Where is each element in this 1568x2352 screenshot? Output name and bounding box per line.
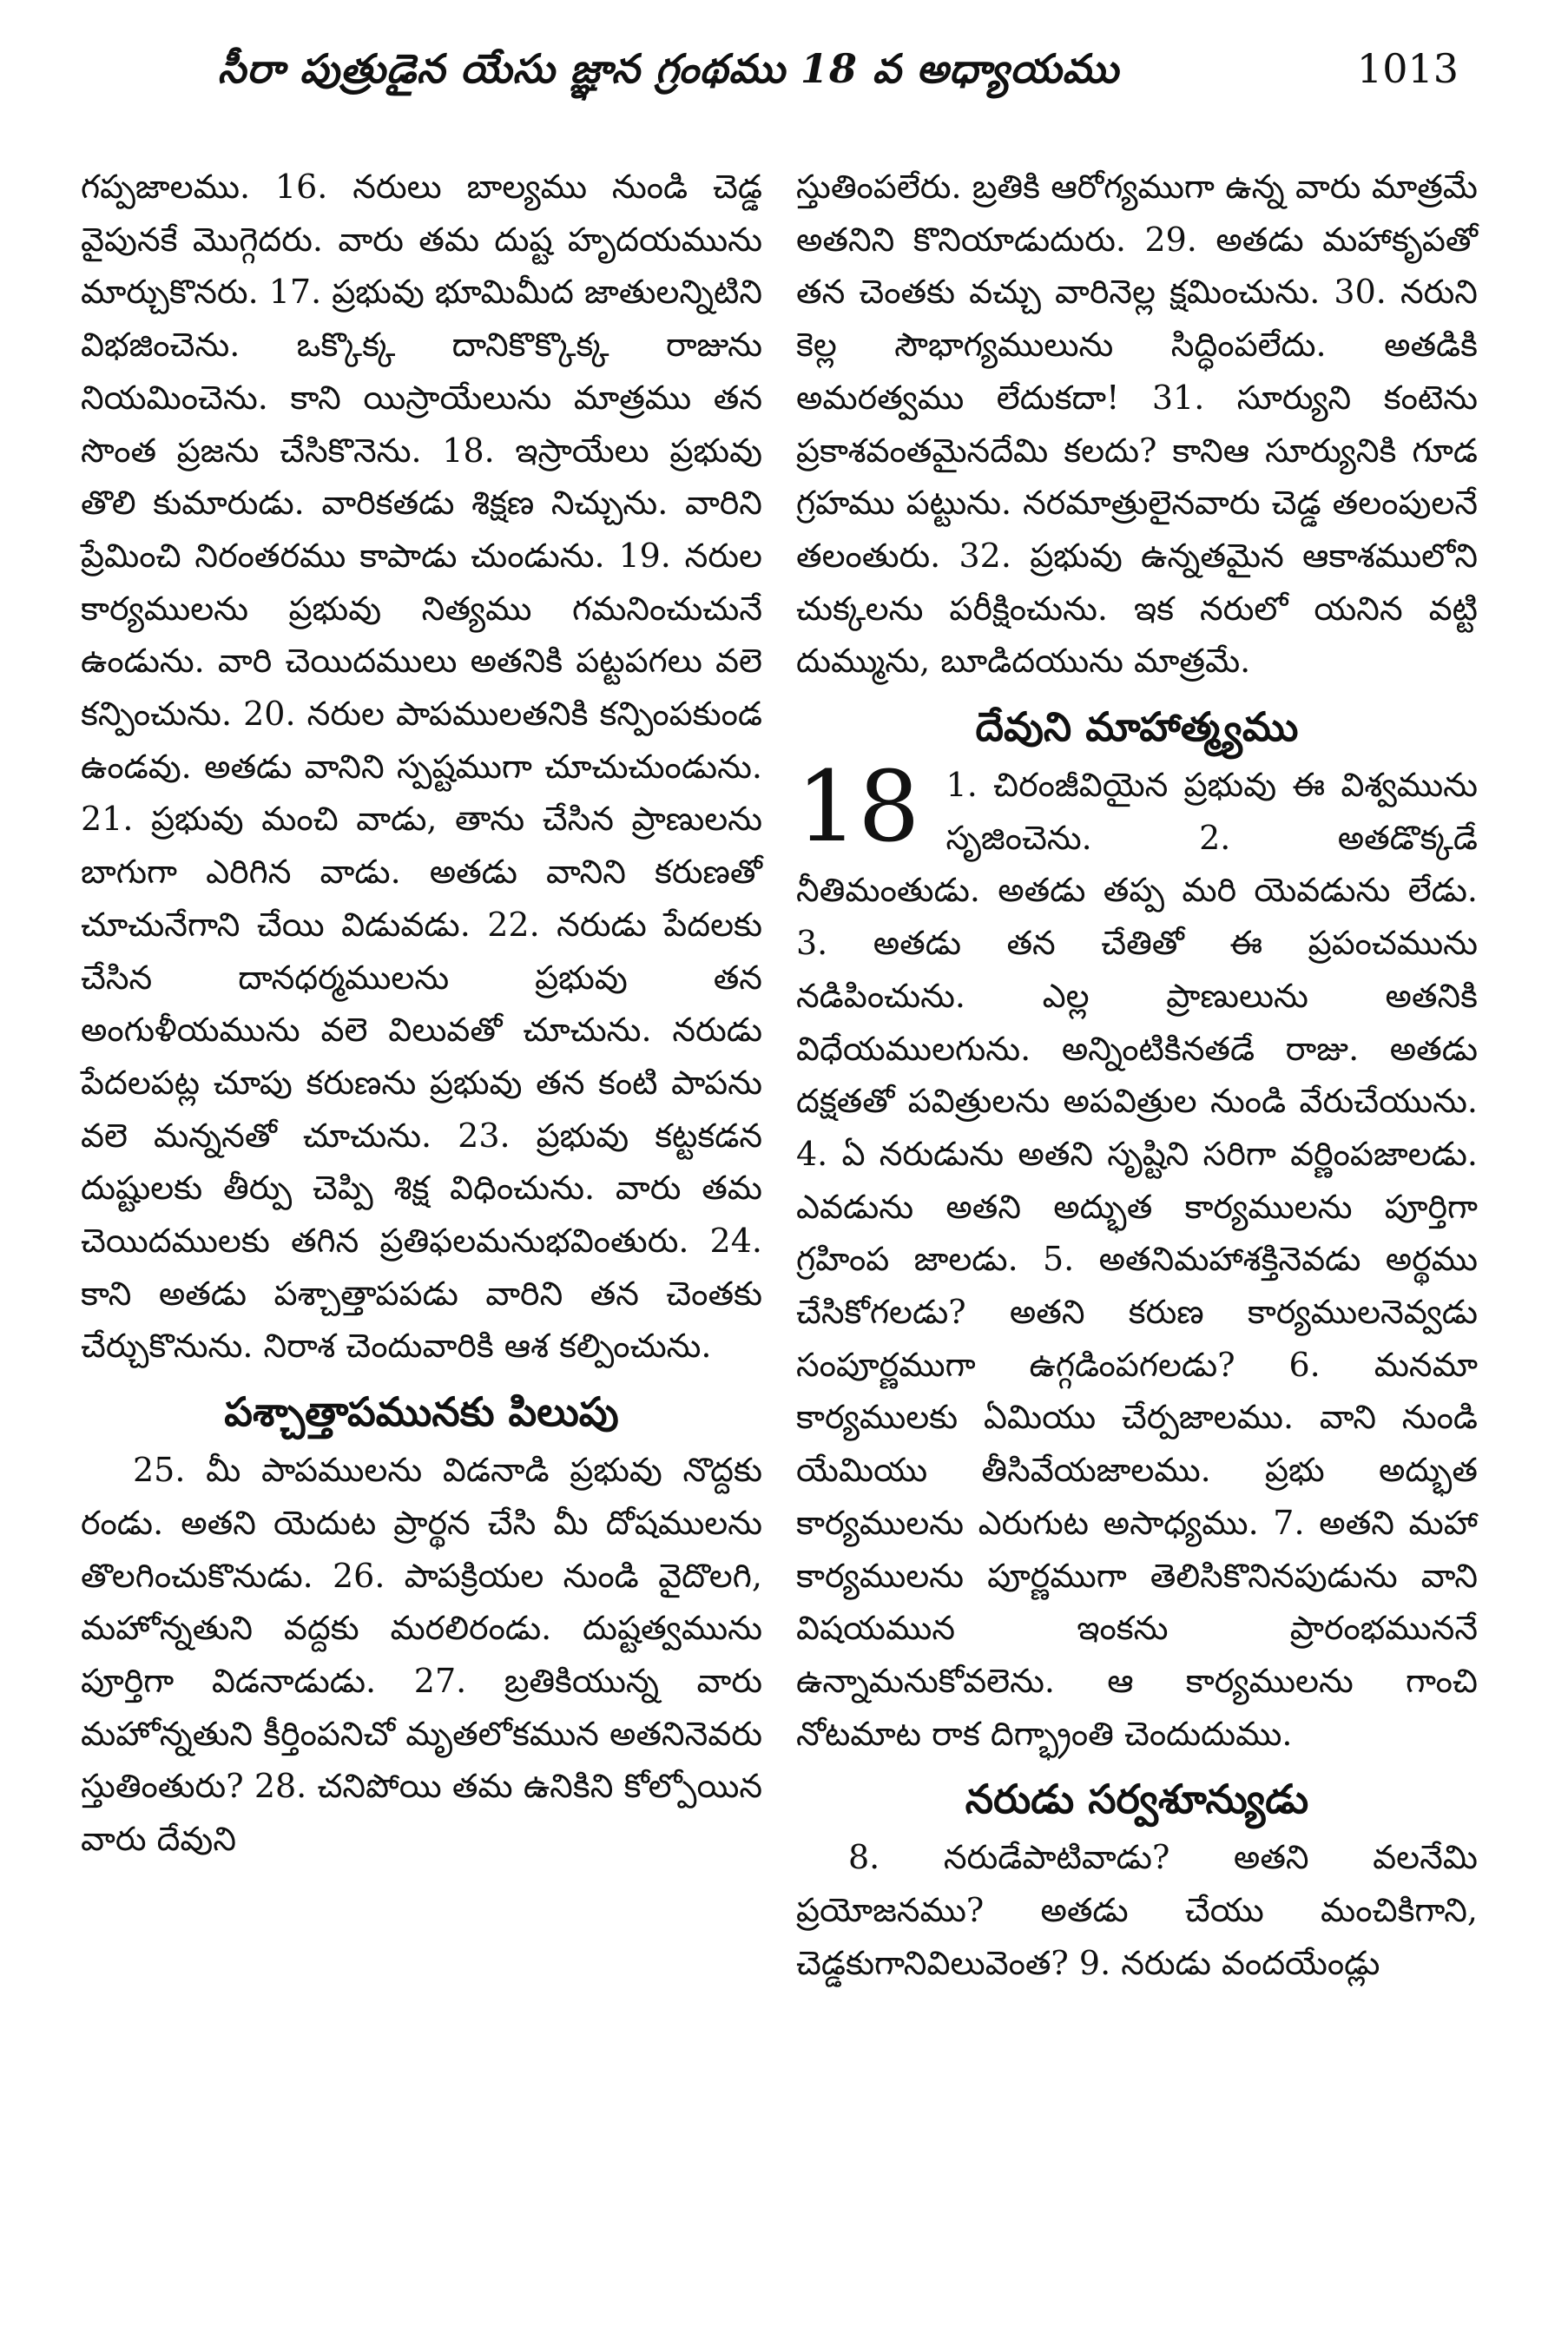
running-title: సీరా పుత్రుడైన యేసు జ్ఞాన గ్రంథము 18 వ అధ్యాయము	[217, 45, 1120, 92]
body-paragraph: 25. మీ పాపములను విడనాడి ప్రభువు నొద్దకు రండు. అతని యెదుట ప్రార్థన చేసి మీ దోషములను తొలగించుకొనుడు. 26. పాపక్రియల నుండి వైదొలగి, మహోన్నతుని వద్దకు మరలిరండు. దుష్టత్వమును పూర్తిగా విడనాడుడు. 27. బ్రతికియున్న వారు మహోన్నతుని కీర్తింపనిచో మృతలోకమున అతనినెవరు స్తుతింతురు? 28. చనిపోయి తమ ఉనికిని కోల్పోయిన వారు దేవుని	[81, 1451, 762, 1859]
chapter-text: 1. చిరంజీవియైన ప్రభువు ఈ విశ్వమును సృజించెను. 2. అతడొక్కడే నీతిమంతుడు. అతడు తప్ప మరి యెవడును లేడు. 3. అతడు తన చేతితో ఈ ప్రపంచమును నడిపించును. ఎల్ల ప్రాణులును అతనికి విధేయములగును. అన్నింటికినతడే రాజు. అతడు దక్షతతో పవిత్రులను అపవిత్రుల నుండి వేరుచేయును. 4. ఏ నరుడును అతని సృష్టిని సరిగా వర్ణింపజాలడు. ఎవడును అతని అద్భుత కార్యములను పూర్తిగా గ్రహింప జాలడు. 5. అతనిమహాశక్తినెవడు అర్థము చేసికోగలడు? అతని కరుణ కార్యములనెవ్వడు సంపూర్ణముగా ఉగ్గడింపగలడు? 6. మనమా కార్యములకు ఏమియు చేర్పజాలము. వాని నుండి యేమియు తీసివేయజాలము. ప్రభు అద్భుత కార్యములను ఎరుగుట అసాధ్యము. 7. అతని మహా కార్యములను పూర్ణముగా తెలిసికొనినపుడును వాని విషయమున ఇంకను ప్రారంభముననే ఉన్నామనుకోవలెను. ఆ కార్యములను గాంచి నోటమాట రాక దిగ్భ్రాంతి చెందుదుము.	[796, 766, 1478, 1753]
body-paragraph: 8. నరుడేపాటివాడు? అతని వలనేమి ప్రయోజనము? అతడు చేయు మంచికిగాని, చెడ్డకుగానివిలువెంత? 9. నరుడు వందయేండ్లు	[796, 1838, 1478, 1982]
chapter-number: 18	[796, 751, 920, 865]
right-column	[796, 161, 1478, 1990]
left-column	[81, 161, 762, 1866]
section-heading: దేవుని మాహాత్మ్యము	[975, 703, 1299, 751]
page-number: 1013	[1356, 45, 1459, 92]
body-paragraph: స్తుతింపలేరు. బ్రతికి ఆరోగ్యముగా ఉన్న వారు మాత్రమే అతనిని కొనియాడుదురు. 29. అతడు మహాకృపతో తన చెంతకు వచ్చు వారినెల్ల క్షమించును. 30. నరుని కెల్ల సౌభాగ్యములును సిద్ధింపలేదు. అతడికి అమరత్వము లేదుకదా! 31. సూర్యుని కంటెను ప్రకాశవంతమైనదేమి కలదు? కానిఆ సూర్యునికి గూడ గ్రహము పట్టును. నరమాత్రులైనవారు చెడ్డ తలంపులనే తలంతురు. 32. ప్రభువు ఉన్నతమైన ఆకాశములోని చుక్కలను పరీక్షించును. ఇక నరులో యనిన వట్టి దుమ్మును, బూడిదయును మాత్రమే.	[796, 168, 1478, 681]
section-heading: నరుడు సర్వశూన్యుడు	[965, 1776, 1309, 1823]
chapter-opening-paragraph	[796, 751, 1478, 1760]
body-paragraph: గప్పజాలము. 16. నరులు బాల్యము నుండి చెడ్డ వైపునకే మొగ్గెదరు. వారు తమ దుష్ట హృదయమును మార్చుకొనరు. 17. ప్రభువు భూమిమీద జాతులన్నిటిని విభజించెను. ఒక్కొక్క దానికొక్కొక్క రాజును నియమించెను. కాని యిస్రాయేలును మాత్రము తన సొంత ప్రజను చేసికొనెను. 18. ఇస్రాయేలు ప్రభువు తొలి కుమారుడు. వారికతడు శిక్షణ నిచ్చును. వారిని ప్రేమించి నిరంతరము కాపాడు చుండును. 19. నరుల కార్యములను ప్రభువు నిత్యము గమనించుచునే ఉండును. వారి చెయిదములు అతనికి పట్టపగలు వలె కన్పించును. 20. నరుల పాపములతనికి కన్పింపకుండ ఉండవు. అతడు వానిని స్పష్టముగా చూచుచుండును. 21. ప్రభువు మంచి వాడు, తాను చేసిన ప్రాణులను బాగుగా ఎరిగిన వాడు. అతడు వానిని కరుణతో చూచునేగాని చేయి విడువడు. 22. నరుడు పేదలకు చేసిన దానధర్మములను ప్రభువు తన అంగుళీయమును వలె విలువతో చూచును. నరుడు పేదలపట్ల చూపు కరుణను ప్రభువు తన కంటి పాపను వలె మన్ననతో చూచును. 23. ప్రభువు కట్టకడన దుష్టులకు తీర్పు చెప్పి శిక్ష విధించును. వారు తమ చెయిదములకు తగిన ప్రతిఫలమనుభవింతురు. 24. కాని అతడు పశ్చాత్తాపపడు వారిని తన చెంతకు చేర్చుకొనును. నిరాశ చెందువారికి ఆశ కల్పించును.	[81, 168, 762, 1366]
section-heading: పశ్చాత్తాపమునకు పిలుపు	[224, 1388, 619, 1436]
page-header	[78, 45, 1459, 115]
